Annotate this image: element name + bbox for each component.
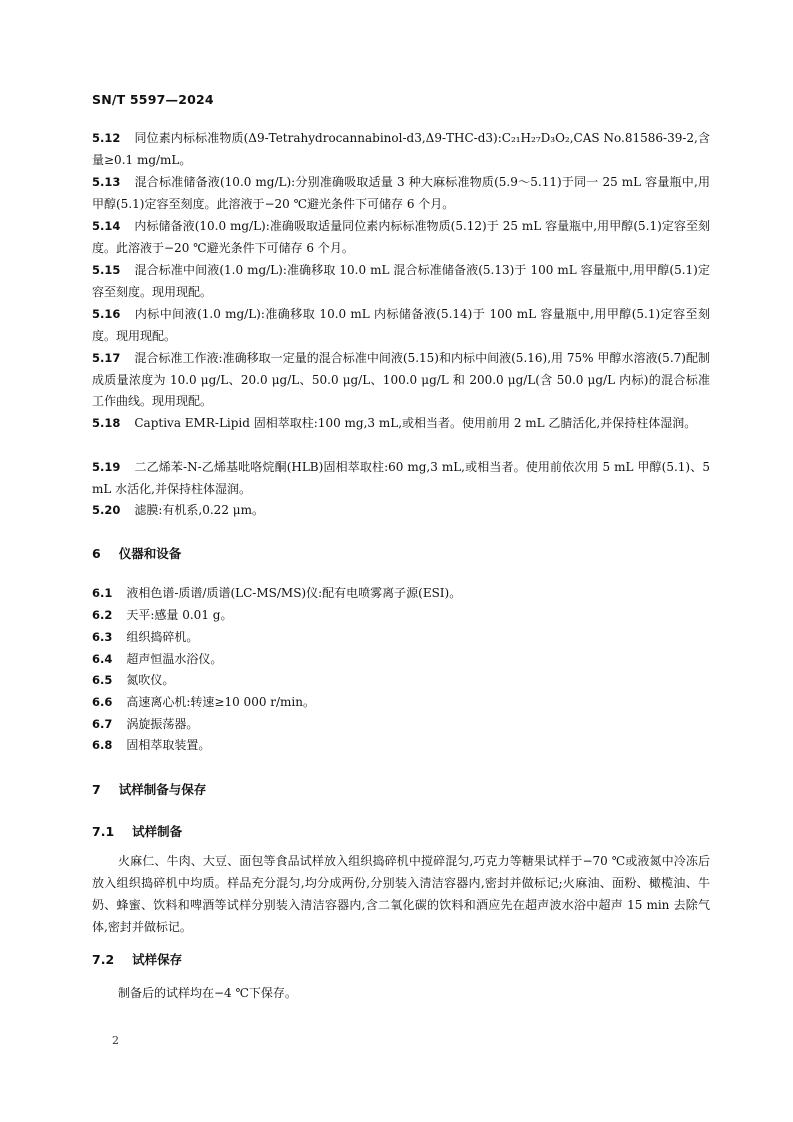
clause-6-7 [92,714,710,736]
clause-number: 5.18 [92,416,121,430]
subsection-number: 7.1 [92,824,115,839]
section-number: 7 [92,782,101,797]
subsection-title: 试样保存 [132,952,183,967]
clause-text: 内标中间液(1.0 mg/L):准确移取 10.0 mL 内标储备液(5.14)于 100 mL 容量瓶中,用甲醇(5.1)定容至刻度。现用现配。 [92,307,710,343]
clause-6-3 [92,627,710,649]
document-id: SN/T 5597—2024 [92,92,214,107]
clause-text: 二乙烯苯-N-乙烯基吡咯烷酮(HLB)固相萃取柱:60 mg,3 mL,或相当者。使用前依次用 5 mL 甲醇(5.1)、5 mL 水活化,并保持柱体湿润。 [92,460,710,496]
clause-5-19 [92,457,710,500]
clause-text: 天平:感量 0.01 g。 [126,608,233,622]
clause-5-14 [92,216,710,259]
clause-number: 6.4 [92,652,113,666]
clause-6-1 [92,583,710,605]
clause-text: Captiva EMR-Lipid 固相萃取柱:100 mg,3 mL,或相当者。使用前用 2 mL 乙腈活化,并保持柱体湿润。 [134,416,697,430]
clause-number: 6.2 [92,608,113,622]
clause-text: 氮吹仪。 [126,673,175,687]
clause-text: 混合标准储备液(10.0 mg/L):分别准确吸取适量 3 种大麻标准物质(5.9～5.11)于同一 25 mL 容量瓶中,用甲醇(5.1)定容至刻度。此溶液于−20 ℃避光条件下可储存 6 个月。 [92,175,710,211]
clause-text: 固相萃取装置。 [126,738,211,752]
clause-5-16 [92,304,710,347]
clause-6-2 [92,605,710,627]
clause-text: 内标储备液(10.0 mg/L):准确吸取适量同位素内标标准物质(5.12)于 25 mL 容量瓶中,用甲醇(5.1)定容至刻度。此溶液于−20 ℃避光条件下可储存 6 个月。 [92,219,710,255]
section-6-heading [92,544,181,562]
clause-text: 同位素内标标准物质(Δ9-Tetrahydrocannabinol-d3,Δ9-THC-d3):C₂₁H₂₇D₃O₂,CAS No.81586-39-2,含量≥0.1 mg/mL。 [92,131,710,167]
section-title: 仪器和设备 [118,546,182,561]
subsection-7-1-heading [92,822,182,840]
clause-number: 6.7 [92,717,113,731]
clause-text: 混合标准工作液:准确移取一定量的混合标准中间液(5.15)和内标中间液(5.16),用 75% 甲醇水溶液(5.7)配制成质量浓度为 10.0 μg/L、20.0 μg/L、50.0 μg/L、100.0 μg/L 和 200.0 μg/L(含 50.0 μg/L 内标)的混合标准工作曲线。现用现配。 [92,351,710,408]
section-title: 试样制备与保存 [118,782,207,797]
paragraph-7-1: 火麻仁、牛肉、大豆、面包等食品试样放入组织捣碎机中搅碎混匀,巧克力等糖果试样于−70 ℃或液氮中冷冻后放入组织捣碎机中均质。样品充分混匀,均分成两份,分别装入清洁容器内,密封并做标记;火麻油、面粉、橄榄油、牛奶、蜂蜜、饮料和啤酒等试样分别装入清洁容器内,含二氧化碳的饮料和酒应先在超声波水浴中超声 15 min 去除气体,密封并做标记。 [92,854,710,934]
clause-5-12 [92,128,710,171]
clause-number: 6.5 [92,673,113,687]
clause-number: 6.1 [92,586,113,600]
clause-text: 高速离心机:转速≥10 000 r/min。 [126,695,316,709]
clause-number: 5.15 [92,263,121,277]
clause-number: 5.12 [92,131,121,145]
clause-6-8 [92,735,710,757]
paragraph-7-2: 制备后的试样均在−4 ℃下保存。 [118,986,297,1000]
clause-6-6 [92,692,710,714]
subsection-title: 试样制备 [132,824,183,839]
subsection-number: 7.2 [92,952,115,967]
section-7-heading [92,780,206,798]
clause-text: 超声恒温水浴仪。 [126,652,223,666]
clause-number: 6.8 [92,738,113,752]
section-number: 6 [92,546,101,561]
clause-number: 5.13 [92,175,121,189]
page-number: 2 [112,1034,119,1047]
clause-text: 液相色谱-质谱/质谱(LC-MS/MS)仪:配有电喷雾离子源(ESI)。 [126,586,462,600]
clause-6-5 [92,670,710,692]
clause-text: 组织捣碎机。 [126,630,199,644]
clause-number: 6.3 [92,630,113,644]
clause-5-13 [92,172,710,215]
clause-number: 5.16 [92,307,121,321]
clause-text: 混合标准中间液(1.0 mg/L):准确移取 10.0 mL 混合标准储备液(5.13)于 100 mL 容量瓶中,用甲醇(5.1)定容至刻度。现用现配。 [92,263,710,299]
clause-5-15 [92,260,710,303]
clause-text: 滤膜:有机系,0.22 μm。 [134,503,264,517]
clause-text: 涡旋振荡器。 [126,717,199,731]
clause-number: 5.20 [92,503,121,517]
clause-5-17 [92,348,710,413]
clause-number: 5.17 [92,351,121,365]
clause-5-18 [92,413,710,435]
clause-number: 5.19 [92,460,121,474]
subsection-7-2-heading [92,950,182,968]
clause-number: 6.6 [92,695,113,709]
clause-6-4 [92,649,710,671]
clause-number: 5.14 [92,219,121,233]
clause-5-20 [92,500,710,522]
